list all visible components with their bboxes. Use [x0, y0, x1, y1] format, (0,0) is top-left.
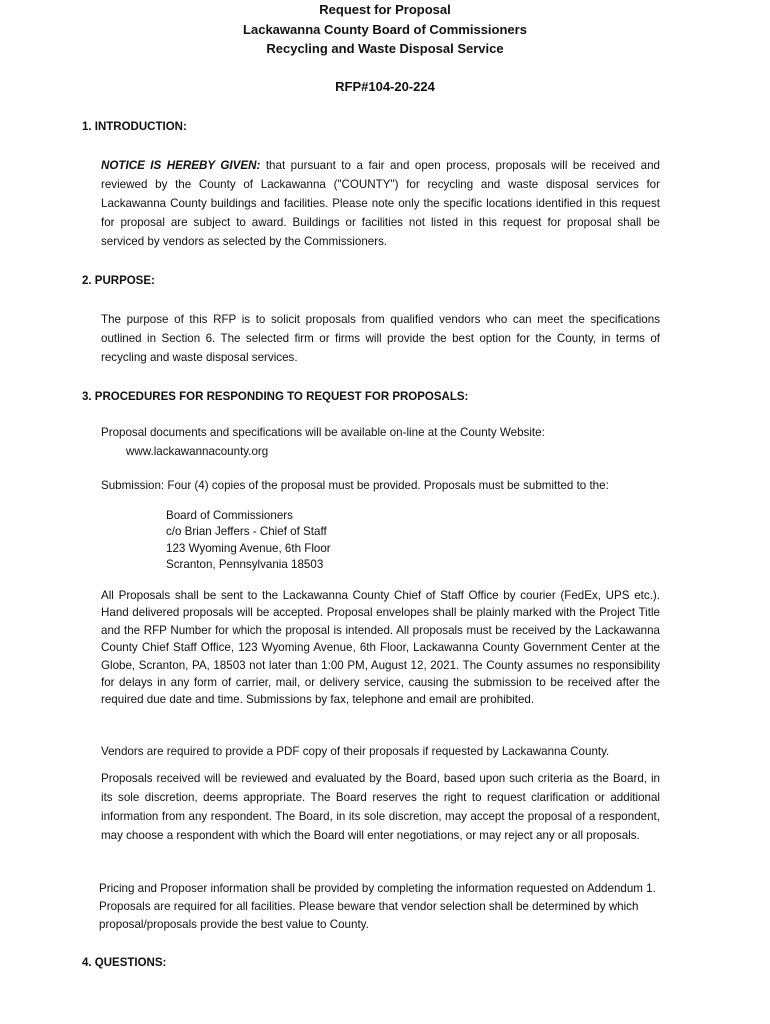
- doc-title: Request for Proposal: [319, 2, 451, 17]
- section-heading-procedures: 3. PROCEDURES FOR RESPONDING TO REQUEST FOR PROPOSALS:: [82, 391, 469, 403]
- notice-label: NOTICE IS HEREBY GIVEN:: [101, 159, 261, 172]
- doc-subject: Recycling and Waste Disposal Service: [266, 41, 504, 56]
- purpose-paragraph: The purpose of this RFP is to solicit proposals from qualified vendors who can meet the specifications outlined in Section 6. The selected firm or firms will provide the best option for the County, in terms of recycling and waste disposal services.: [101, 313, 660, 364]
- availability-text: Proposal documents and specifications will be available on-line at the County Website:: [101, 426, 545, 439]
- introduction-paragraph: [101, 156, 660, 251]
- doc-organization: Lackawanna County Board of Commissioners: [243, 22, 527, 37]
- section-heading-purpose: 2. PURPOSE:: [82, 275, 155, 287]
- address-line: 123 Wyoming Avenue, 6th Floor: [166, 541, 331, 555]
- delivery-paragraph: All Proposals shall be sent to the Lackawanna County Chief of Staff Office by courier (FedEx, UPS etc.). Hand delivered proposals will be accepted. Proposal envelopes shall be plainly marked with the Project Title and the RFP Number for which the proposal is intended. All proposals must be received by the Lackawanna County Chief Staff Office, 123 Wyoming Avenue, 6th Floor, Lackawanna County Government Center at the Globe, Scranton, PA, 18503 not later than 1:00 PM, August 12, 2021. The County assumes no responsibility for delays in any form of carrier, mail, or delivery service, causing the submission to be received after the required due date and time. Submissions by fax, telephone and email are prohibited.: [101, 589, 660, 707]
- availability-paragraph: [101, 423, 660, 461]
- mailing-address: [166, 508, 331, 573]
- address-line: Board of Commissioners: [166, 509, 293, 522]
- pricing-paragraph: Pricing and Proposer information shall be provided by completing the information requested on Addendum 1. Proposals are required for all facilities. Please beware that vendor selection shall be determined by which proposal/proposals provide the best value to County.: [99, 882, 656, 931]
- section-heading-introduction: 1. INTRODUCTION:: [82, 121, 187, 133]
- review-paragraph: Proposals received will be reviewed and evaluated by the Board, based upon such criteria as the Board, in its sole discretion, deems appropriate. The Board reserves the right to request clarification or additional information from any respondent. The Board, in its sole discretion, may accept the proposal of a respondent, may choose a respondent with which the Board will enter negotiations, or may reject any or all proposals.: [101, 772, 660, 842]
- county-website-link[interactable]: www.lackawannacounty.org: [126, 445, 269, 458]
- submission-paragraph: Submission: Four (4) copies of the proposal must be provided. Proposals must be submitted to the:: [101, 479, 609, 492]
- notice-text: that pursuant to a fair and open process, proposals will be received and reviewed by the County of Lackawanna ("COUNTY") for recycling and waste disposal services for Lackawanna County buildings and facilities. Please note only the specific locations identified in this request for proposal are subject to award. Buildings or facilities not listed in this request for proposal shall be serviced by vendors as selected by the Commissioners.: [101, 159, 660, 248]
- section-heading-questions: 4. QUESTIONS:: [82, 957, 167, 969]
- address-line: Scranton, Pennsylvania 18503: [166, 557, 324, 571]
- address-line: c/o Brian Jeffers - Chief of Staff: [166, 525, 327, 539]
- rfp-number: RFP#104-20-224: [335, 79, 435, 94]
- pdf-copy-paragraph: Vendors are required to provide a PDF copy of their proposals if requested by Lackawanna County.: [101, 745, 610, 758]
